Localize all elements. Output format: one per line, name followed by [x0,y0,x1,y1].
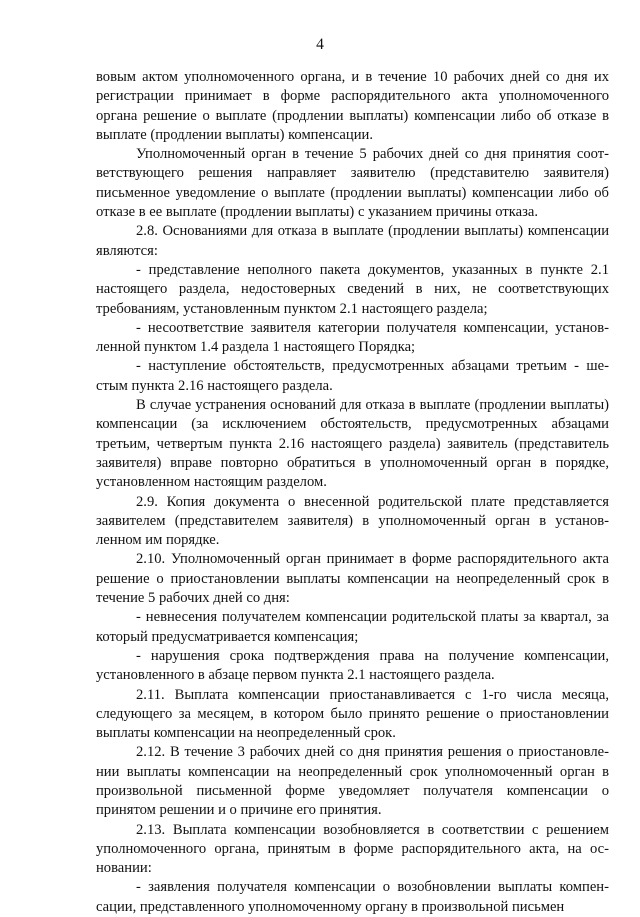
list-item: - заявления получателя компенсации о возобновлении выплаты компенсации, представленного уполномоченному органу в произвольной письмен [96,879,609,915]
page-number: 4 [316,36,324,53]
paragraph-section-2-9: 2.9. Копия документа о внесенной родительской плате представляется заявителем (представителем заявителя) в уполномоченный орган в установленном им порядке. [96,493,609,549]
paragraph-continuation: вовым актом уполномоченного органа, и в течение 10 рабочих дней со дня их регистрации принимает в форме распорядительного акта уполномоченного органа решение о выплате (продлении выплаты) компенсации либо об отказе в выплате (продлении выплаты) компенсации. [96,69,609,143]
list-item: - представление неполного пакета документов, указанных в пункте 2.1 настоящего раздела, недостоверных сведений в них, не соответствующих требованиям, установленным пунктом 2.1 настоящего раздела; [96,261,609,317]
list-item: - наступление обстоятельств, предусмотренных абзацами третьим - шестым пункта 2.16 настоящего раздела. [96,358,609,394]
list-item: - несоответствие заявителя категории получателя компенсации, установленной пунктом 1.4 раздела 1 настоящего Порядка; [96,319,609,356]
document-body [96,68,609,917]
paragraph-section-2-12: 2.12. В течение 3 рабочих дней со дня принятия решения о приостановлении выплаты компенсации на неопределенный срок уполномоченный орган в произвольной письменной форме уведомляет получателя компенсации о принятом решении и о причине его принятия. [96,744,609,819]
list-item: - нарушения срока подтверждения права на получение компенсации, установленного в абзаце первом пункта 2.1 настоящего раздела. [96,647,609,684]
paragraph-section-2-13: 2.13. Выплата компенсации возобновляется в соответствии с решением уполномоченного органа, принятым в форме распорядительного акта, на основании: [96,821,609,877]
paragraph-section-2-11: 2.11. Выплата компенсации приостанавливается с 1-го числа месяца, следующего за месяцем, в котором было принято решение о приостановлении выплаты компенсации на неопределенный срок. [96,686,609,742]
paragraph: В случае устранения оснований для отказа в выплате (продлении выплаты) компенсации (за исключением обстоятельств, предусмотренных абзацами третьим, четвертым пункта 2.16 настоящего раздела) заявитель (представитель заявителя) вправе повторно обратиться в уполномоченный орган в порядке, установленном настоящим разделом. [96,397,609,491]
paragraph-section-2-10: 2.10. Уполномоченный орган принимает в форме распорядительного акта решение о приостановлении выплаты компенсации на неопределенный срок в течение 5 рабочих дней со дня: [96,551,609,607]
paragraph-section-2-8: 2.8. Основаниями для отказа в выплате (продлении выплаты) компенсации являются: [96,223,609,259]
paragraph: Уполномоченный орган в течение 5 рабочих дней со дня принятия соответствующего решения направляет заявителю (представителю заявителя) письменное уведомление о выплате (продлении выплаты) компенсации либо об отказе в ее выплате (продлении выплаты) с указанием причины отказа. [96,146,609,221]
list-item: - невнесения получателем компенсации родительской платы за квартал, за который предусматривается компенсация; [96,609,609,645]
